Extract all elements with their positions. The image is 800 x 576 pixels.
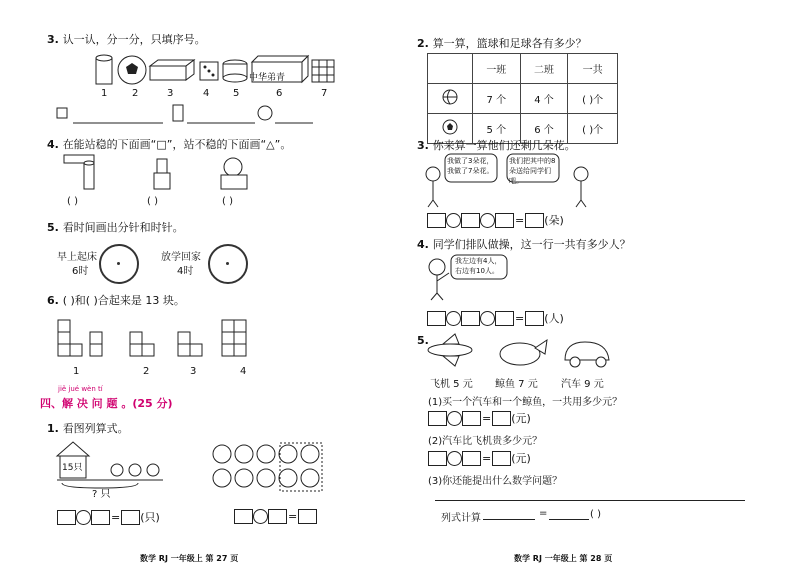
q1-title: 1. 看图列算式。 [47,422,129,435]
cube-stacks-illustration [50,312,270,358]
q4-answer-3[interactable]: ( ) [222,196,233,207]
clock-face-2[interactable] [208,244,248,284]
bubble-2: 我们把其中的8朵送给同学们吧。 [509,157,556,185]
q5-title: 5. 看时间画出分针和时针。 [47,221,184,234]
clock-face-1[interactable] [99,244,139,284]
section4-pinyin: jiě jué wèn tí [58,385,103,393]
q3-label-1: 1 [101,88,108,99]
calc-blank-2[interactable] [549,519,589,520]
solid-shapes-illustration [90,52,350,90]
blank-box[interactable] [427,213,446,228]
table-corner [428,54,473,84]
unit-label: (元) [511,412,531,425]
q3-label-6: 6 [276,88,283,99]
blank-box[interactable] [525,213,544,228]
blank-box[interactable] [495,311,514,326]
r-q5-num: 5. [417,334,429,347]
blank-box[interactable] [57,510,76,525]
blank-circle[interactable] [446,213,461,228]
table-header: 一班 [473,54,521,84]
toys-illustration [425,330,615,370]
q4-answer-2[interactable]: ( ) [147,196,158,207]
clock1-time: 6时 [72,266,89,277]
calc-tail[interactable]: ( ) [590,509,601,520]
r-q5-equation-2: = (元) [428,450,531,466]
blank-circle[interactable] [480,213,495,228]
blank-box[interactable] [91,510,110,525]
q1-equation-right: = [234,509,317,524]
r-q5-sub3: (3)你还能提出什么数学问题？ [428,476,563,487]
q3-label-7: 7 [321,88,328,99]
q3-label-4: 4 [203,88,210,99]
blank-circle[interactable] [253,509,268,524]
q3-label-2: 2 [132,88,139,99]
bubble-3: 我左边有4人，右边有10人。 [455,257,502,275]
clock2-time: 4时 [177,266,194,277]
blank-box[interactable] [462,411,481,426]
blank-circle[interactable] [447,451,462,466]
ball-table [427,53,618,144]
answer-line[interactable] [435,500,745,501]
blank-circle[interactable] [446,311,461,326]
clock2-label: 放学回家 [161,252,201,263]
basketball-icon [428,84,473,114]
clock1-label: 早上起床 [57,252,97,263]
r-q2-title: 2. 算一算，篮球和足球各有多少？ [417,37,587,50]
blank-box[interactable] [492,411,511,426]
blank-circle[interactable] [76,510,91,525]
blank-box[interactable] [268,509,287,524]
price-whale: 鲸鱼 7 元 [495,379,538,390]
category-shapes-row [55,103,315,125]
blank-box[interactable] [525,311,544,326]
calc-blank-1[interactable] [483,519,535,520]
table-header: 二班 [520,54,568,84]
blank-box[interactable] [298,509,317,524]
blank-circle[interactable] [480,311,495,326]
birdhouse-sign: 15只 [62,463,83,473]
table-cell: 7 个 [473,84,521,114]
q3-label-5: 5 [233,88,240,99]
q4-title: 4. 在能站稳的下面画“□”，站不稳的下面画“△”。 [47,138,292,151]
r-q4-equation: = (人) [427,310,564,326]
r-q5-sub2: (2)汽车比飞机贵多少元？ [428,436,543,447]
table-cell[interactable]: ( )个 [568,84,618,114]
r-q5-sub1: (1)买一个汽车和一个鲸鱼，一共用多少元？ [428,397,623,408]
q6-label-2: 2 [143,366,150,377]
blank-box[interactable] [121,510,140,525]
q6-label-4: 4 [240,366,247,377]
r-q3-title: 3. 你来算一算他们还剩几朵花。 [417,139,576,152]
price-car: 汽车 9 元 [561,379,604,390]
bubble-1: 我做了3朵花，我做了7朵花。 [447,157,494,175]
blank-box[interactable] [461,311,480,326]
q1-question: ? 只 [92,489,111,500]
table-cell: 6 个 [520,114,568,144]
table-cell[interactable]: ( )个 [568,114,618,144]
q6-label-3: 3 [190,366,197,377]
obj6-text: 中华弟青 [249,73,286,83]
unit-label: (元) [511,452,531,465]
q3-title: 3. 认一认，分一分，只填序号。 [47,33,206,46]
unit-label: (朵) [544,214,564,227]
section4-title: 四、解 决 问 题 。(25 分) [40,397,173,410]
stacking-shapes-illustration [62,153,262,191]
blank-box[interactable] [428,411,447,426]
blank-box[interactable] [461,213,480,228]
q4-answer-1[interactable]: ( ) [67,196,78,207]
q6-label-1: 1 [73,366,80,377]
apples-illustration [210,442,330,494]
blank-box[interactable] [428,451,447,466]
r-q5-equation-1: = (元) [428,410,531,426]
unit-label: (人) [544,312,564,325]
blank-box[interactable] [427,311,446,326]
blank-circle[interactable] [447,411,462,426]
blank-box[interactable] [495,213,514,228]
unit-label: (只) [140,511,160,524]
table-cell: 4 个 [520,84,568,114]
table-cell: 5 个 [473,114,521,144]
table-header: 一共 [568,54,618,84]
r-q3-equation: = (朵) [427,212,564,228]
right-footer: 数学 RJ 一年级上 第 28 页 [514,554,613,563]
left-footer: 数学 RJ 一年级上 第 27 页 [140,554,239,563]
calc-label: 列式计算 [441,513,481,524]
price-plane: 飞机 5 元 [430,379,473,390]
r-q4-title: 4. 同学们排队做操，这一行一共有多少人？ [417,238,631,251]
q1-equation-left: = (只) [57,509,160,525]
calc-equals: = [539,508,548,519]
q3-label-3: 3 [167,88,174,99]
blank-box[interactable] [462,451,481,466]
q6-title: 6. ( )和( )合起来是 13 块。 [47,294,185,307]
blank-box[interactable] [234,509,253,524]
blank-box[interactable] [492,451,511,466]
